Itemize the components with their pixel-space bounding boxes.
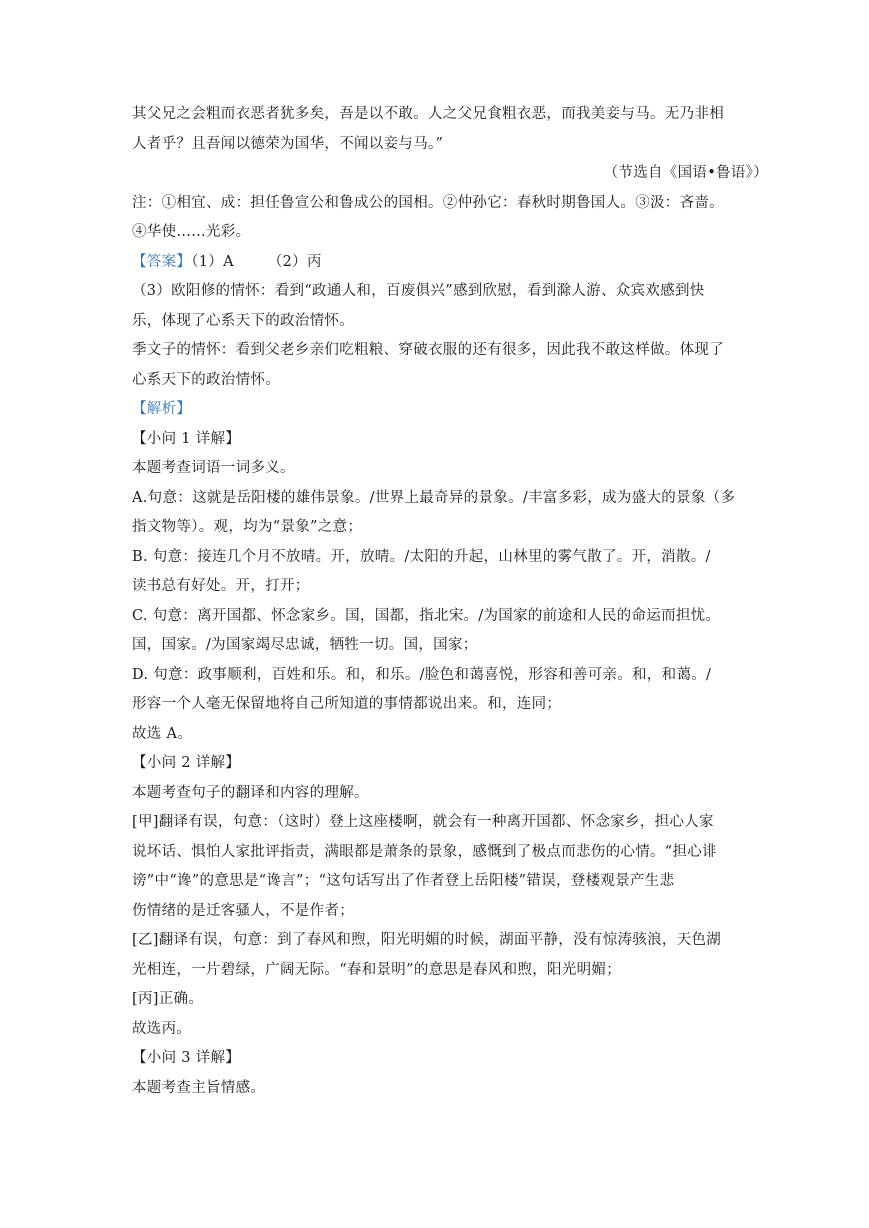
option-c-line-1: C. 句意：离开国都、怀念家乡。国，国都，指北宋。/为国家的前途和人民的命运而担忧。 <box>132 607 721 624</box>
option-a-line-1: A.句意：这就是岳阳楼的雄伟景象。/世界上最奇异的景象。/丰富多彩，成为盛大的景象（多 <box>132 489 736 506</box>
yi-line-1: [乙]翻译有误，句意：到了春风和煦，阳光明媚的时候，湖面平静，没有惊涛骇浪，天色湖 <box>132 932 722 948</box>
answer-line <box>132 248 768 278</box>
document-content <box>132 100 768 1103</box>
source-citation: （节选自《国语•鲁语》） <box>603 165 768 181</box>
option-c-line-2: 国，国家。/为国家竭尽忠诚，牺牲一切。国，国家； <box>132 637 478 653</box>
subquestion-1-intro: 本题考查词语一词多义。 <box>132 460 295 476</box>
subquestion-3-heading: 【小问 3 详解】 <box>132 1050 241 1066</box>
analysis-heading: 【解析】 <box>132 401 192 417</box>
subquestion-2-intro: 本题考查句子的翻译和内容的理解。 <box>132 784 369 801</box>
answer-part-1: （1）A <box>191 253 234 270</box>
jia-line-1: [甲]翻译有误，句意：（这时）登上这座楼啊，就会有一种离开国都、怀念家乡，担心人家 <box>132 814 714 830</box>
notes-line-1: 注：①相宜、成：担任鲁宣公和鲁成公的国相。②仲孙它：春秋时期鲁国人。③汲：吝啬。 <box>132 194 724 211</box>
passage-line-1: 其父兄之会粗而衣恶者犹多矣，吾是以不敢。人之父兄食粗衣恶，而我美妾与马。无乃非相 <box>132 106 724 122</box>
answer-label: 【答案】 <box>132 253 192 270</box>
option-a-line-2: 指文物等）。观，均为“景象”之意； <box>132 519 363 535</box>
bing-line: [丙]正确。 <box>132 991 204 1007</box>
yi-line-2: 光相连，一片碧绿，广阔无际。“春和景明”的意思是春风和煦，阳光明媚； <box>132 961 622 978</box>
jia-line-3: 谤”中“谗”的意思是“谗言”；“这句话写出了作者登上岳阳楼”错误，登楼观景产生悲 <box>132 873 675 889</box>
subquestion-2-conclusion: 故选丙。 <box>132 1020 192 1037</box>
answer-3-line-3: 季文子的情怀：看到父老乡亲们吃粗粮、穿破衣服的还有很多，因此我不敢这样做。体现了 <box>132 342 724 358</box>
option-d-line-1: D. 句意：政事顺利，百姓和乐。和，和乐。/脸色和蔼喜悦，形容和善可亲。和，和蔼。/ <box>132 666 712 683</box>
subquestion-1-heading: 【小问 1 详解】 <box>132 430 241 447</box>
option-b-line-2: 读书总有好处。开，打开； <box>132 578 310 594</box>
option-d-line-2: 形容一个人毫无保留地将自己所知道的事情都说出来。和，连同； <box>132 696 562 712</box>
option-b-line-1: B. 句意：接连几个月不放晴。开，放晴。/太阳的升起，山林里的雾气散了。开，消散。/ <box>132 548 711 565</box>
jia-line-4: 伤情绪的是迁客骚人，不是作者； <box>132 902 354 919</box>
subquestion-3-intro: 本题考查主旨情感。 <box>132 1079 266 1096</box>
subquestion-2-heading: 【小问 2 详解】 <box>132 755 241 771</box>
subquestion-1-conclusion: 故选 A。 <box>132 725 193 742</box>
passage-line-2: 人者乎？且吾闻以德荣为国华，不闻以妾与马。” <box>132 135 444 152</box>
answer-3-line-1: （3）欧阳修的情怀：看到“政通人和，百废俱兴”感到欣慰，看到滁人游、众宾欢感到快 <box>132 283 705 299</box>
answer-3-line-4: 心系天下的政治情怀。 <box>132 371 280 388</box>
jia-line-2: 说坏话、惧怕人家批评指责，满眼都是萧条的景象，感慨到了极点而悲伤的心情。“担心诽 <box>132 843 717 860</box>
answer-part-2: （2）丙 <box>267 253 322 270</box>
answer-3-line-2: 乐，体现了心系天下的政治情怀。 <box>132 312 354 329</box>
notes-line-2: ④华使……光彩。 <box>132 224 251 240</box>
